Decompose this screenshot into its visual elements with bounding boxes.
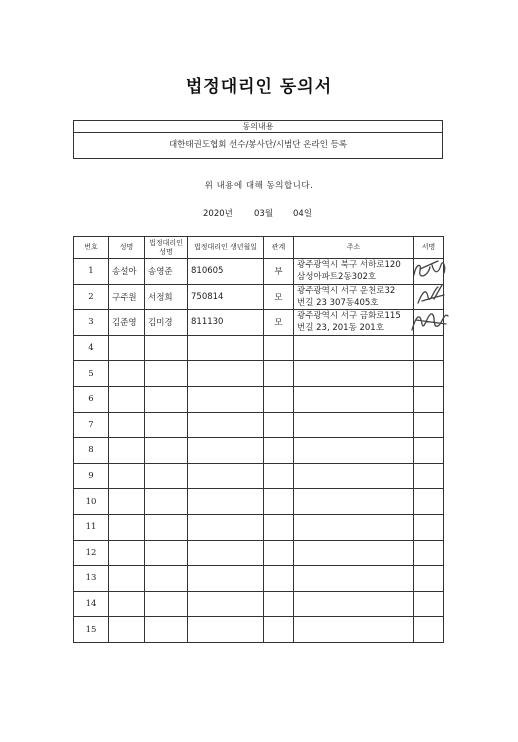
participant-name [109,438,145,464]
address [294,438,414,464]
address [294,335,414,361]
address-line-2: 삼성아파트2동302호 [297,272,377,283]
guardian-name [145,386,188,412]
participant-name [109,386,145,412]
guardian-name [145,438,188,464]
table-row [74,412,444,438]
guardian-birthdate [188,412,264,438]
header-guardian-birth: 법정대리인 생년월일 [188,237,264,259]
row-number: 8 [74,438,109,464]
guardian-birthdate [188,617,264,643]
address-line-2: 번길 23 307동405호 [297,297,379,308]
header-relation: 관계 [264,237,294,259]
date-year: 2020년 [203,209,233,219]
table-row [74,310,444,336]
relation [264,386,294,412]
participant-name [109,489,145,515]
address-line-1: 광주광역시 서구 금화로115 [297,311,401,322]
relation: 모 [264,284,294,310]
guardian-name: 김미경 [145,310,188,336]
table-body [74,259,444,643]
participant-name: 김준영 [109,310,145,336]
row-number: 4 [74,335,109,361]
table-row [74,438,444,464]
guardian-name: 송영준 [145,259,188,285]
table-row [74,591,444,617]
guardian-birthdate: 750814 [188,284,264,310]
address [294,259,414,285]
address [294,412,414,438]
address [294,489,414,515]
row-number: 3 [74,310,109,336]
header-address: 주소 [294,237,414,259]
guardian-birthdate [188,540,264,566]
agreement-statement: 위 내용에 대해 동의합니다. [204,181,314,191]
date-day: 04일 [293,209,313,219]
relation [264,489,294,515]
table-row [74,335,444,361]
relation [264,566,294,592]
table-row [74,540,444,566]
participant-name [109,617,145,643]
handwritten-signature [408,306,452,336]
guardian-birthdate [188,489,264,515]
address-line-2: 번길 23, 201동 201호 [297,323,384,334]
guardian-birthdate [188,386,264,412]
signature-cell [414,489,444,515]
signature-cell [414,412,444,438]
relation [264,617,294,643]
participant-name [109,540,145,566]
participant-name [109,591,145,617]
guardian-name [145,489,188,515]
table-row [74,361,444,387]
row-number: 13 [74,566,109,592]
relation [264,438,294,464]
guardian-name [145,463,188,489]
participant-name [109,361,145,387]
address [294,617,414,643]
row-number: 6 [74,386,109,412]
signature-cell [414,361,444,387]
relation [264,335,294,361]
participant-name: 구주원 [109,284,145,310]
table-header-row [74,237,444,259]
table-row [74,514,444,540]
guardian-name [145,514,188,540]
participant-name [109,514,145,540]
row-number: 15 [74,617,109,643]
signature-cell [414,514,444,540]
row-number: 1 [74,259,109,285]
address [294,540,414,566]
signature-cell [414,617,444,643]
relation [264,540,294,566]
row-number: 11 [74,514,109,540]
row-number: 2 [74,284,109,310]
document-title: 법정대리인 동의서 [185,77,333,97]
address [294,591,414,617]
guardian-name [145,540,188,566]
date-month: 03월 [254,209,274,219]
row-number: 12 [74,540,109,566]
row-number: 9 [74,463,109,489]
guardian-consent-table [73,236,444,643]
address [294,386,414,412]
guardian-name [145,412,188,438]
row-number: 7 [74,412,109,438]
consent-header: 동의내용 [74,121,442,133]
guardian-name [145,335,188,361]
address [294,284,414,310]
address [294,566,414,592]
guardian-birthdate [188,591,264,617]
address [294,514,414,540]
guardian-name [145,617,188,643]
guardian-birthdate: 810605 [188,259,264,285]
row-number: 14 [74,591,109,617]
signature-cell [414,438,444,464]
signature-cell [414,566,444,592]
guardian-birthdate [188,566,264,592]
table-row [74,489,444,515]
relation [264,361,294,387]
row-number: 10 [74,489,109,515]
table-row [74,386,444,412]
address-line-1: 광주광역시 북구 서하로120 [297,260,401,271]
table-row [74,617,444,643]
relation [264,514,294,540]
relation: 모 [264,310,294,336]
relation [264,591,294,617]
guardian-birthdate [188,514,264,540]
address [294,463,414,489]
signature-cell [414,386,444,412]
header-signature: 서명 [414,237,444,259]
guardian-birthdate [188,335,264,361]
participant-name [109,566,145,592]
participant-name: 송설아 [109,259,145,285]
guardian-birthdate: 811130 [188,310,264,336]
consent-box [73,120,443,159]
table-row [74,259,444,285]
header-name: 성명 [109,237,145,259]
guardian-name: 서정희 [145,284,188,310]
relation [264,463,294,489]
guardian-name [145,591,188,617]
guardian-name [145,361,188,387]
guardian-birthdate [188,361,264,387]
guardian-birthdate [188,438,264,464]
consent-content: 대한태권도협회 선수/봉사단/시범단 온라인 등록 [168,140,348,150]
participant-name [109,412,145,438]
guardian-name [145,566,188,592]
header-guardian-name: 법정대리인 성명 [145,237,188,259]
guardian-birthdate [188,463,264,489]
address-line-1: 광주광역시 서구 운천로32 [297,285,396,296]
signature-cell [414,540,444,566]
table-row [74,284,444,310]
table-row [74,566,444,592]
table-row [74,463,444,489]
address [294,361,414,387]
row-number: 5 [74,361,109,387]
relation: 부 [264,259,294,285]
participant-name [109,335,145,361]
signature-cell [414,335,444,361]
signature-cell [414,463,444,489]
address [294,310,414,336]
participant-name [109,463,145,489]
signature-cell [414,310,444,336]
relation [264,412,294,438]
signature-cell [414,591,444,617]
header-number: 번호 [74,237,109,259]
